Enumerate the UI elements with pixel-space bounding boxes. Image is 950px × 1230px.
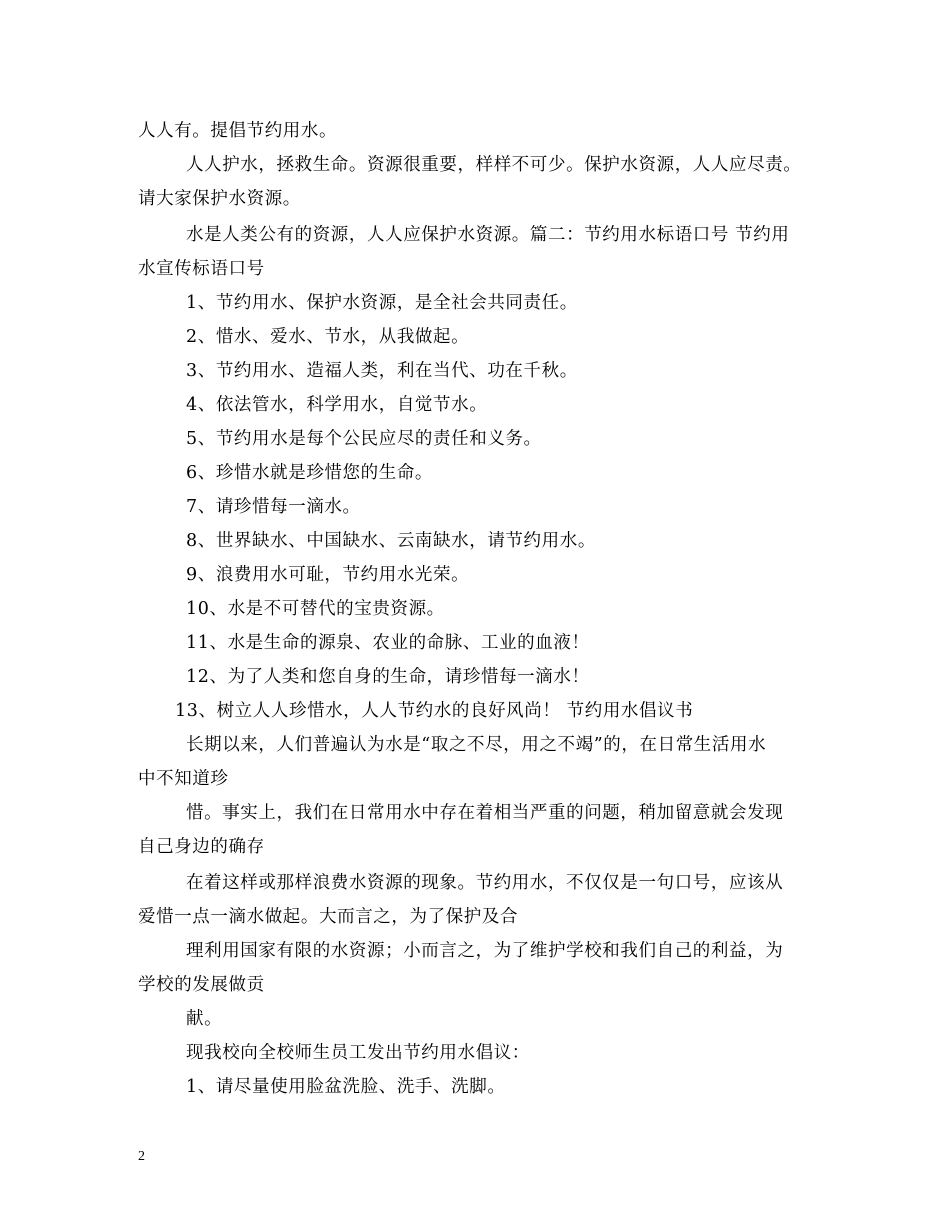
text-line: 献。 xyxy=(186,1009,223,1029)
list-item: 1、节约用水、保护水资源，是全社会共同责任。 xyxy=(186,293,578,313)
list-item: 3、节约用水、造福人类，利在当代、功在千秋。 xyxy=(186,361,578,381)
list-item: 12、为了人类和您自身的生命，请珍惜每一滴水！ xyxy=(186,667,590,687)
text-line: 现我校向全校师生员工发出节约用水倡议： xyxy=(186,1043,530,1063)
page-number: 2 xyxy=(138,1149,145,1164)
list-item: 1、请尽量使用脸盆洗脸、洗手、洗脚。 xyxy=(186,1077,506,1097)
text-line: 自己身边的确存 xyxy=(138,837,265,857)
text-line: 爱惜一点一滴水做起。大而言之，为了保护及合 xyxy=(138,907,519,927)
text-line: 请大家保护水资源。 xyxy=(138,189,301,209)
text-line: 中不知道珍 xyxy=(138,769,229,789)
list-item: 11、水是生命的源泉、农业的命脉、工业的血液！ xyxy=(186,633,590,653)
list-item: 10、水是不可替代的宝贵资源。 xyxy=(186,599,445,619)
list-item: 6、珍惜水就是珍惜您的生命。 xyxy=(186,463,434,483)
list-item: 7、请珍惜每一滴水。 xyxy=(186,497,361,517)
list-item: 4、依法管水，科学用水，自觉节水。 xyxy=(186,395,488,415)
text-line: 水是人类公有的资源，人人应保护水资源。篇二：节约用水标语口号 节约用 xyxy=(186,225,790,245)
text-line: 水宣传标语口号 xyxy=(138,259,265,279)
text-line: 学校的发展做贡 xyxy=(138,975,265,995)
list-item: 2、惜水、爱水、节水，从我做起。 xyxy=(186,327,470,347)
text-line: 在着这样或那样浪费水资源的现象。节约用水，不仅仅是一句口号，应该从 xyxy=(186,873,784,893)
list-item: 5、节约用水是每个公民应尽的责任和义务。 xyxy=(186,429,542,449)
text-line: 理利用国家有限的水资源；小而言之，为了维护学校和我们自己的利益，为 xyxy=(186,941,784,961)
list-item: 8、世界缺水、中国缺水、云南缺水，请节约用水。 xyxy=(186,531,596,551)
text-line: 惜。事实上，我们在日常用水中存在着相当严重的问题，稍加留意就会发现 xyxy=(186,803,784,823)
text-line: 人人护水，拯救生命。资源很重要，样样不可少。保护水资源，人人应尽责。 xyxy=(186,155,802,175)
list-item: 13、树立人人珍惜水，人人节约水的良好风尚！ 节约用水倡议书 xyxy=(175,701,694,721)
text-line: 长期以来，人们普遍认为水是“取之不尽，用之不竭”的，在日常生活用水 xyxy=(186,735,767,755)
text-line: 人人有。提倡节约用水。 xyxy=(138,121,338,141)
list-item: 9、浪费用水可耻，节约用水光荣。 xyxy=(186,565,470,585)
